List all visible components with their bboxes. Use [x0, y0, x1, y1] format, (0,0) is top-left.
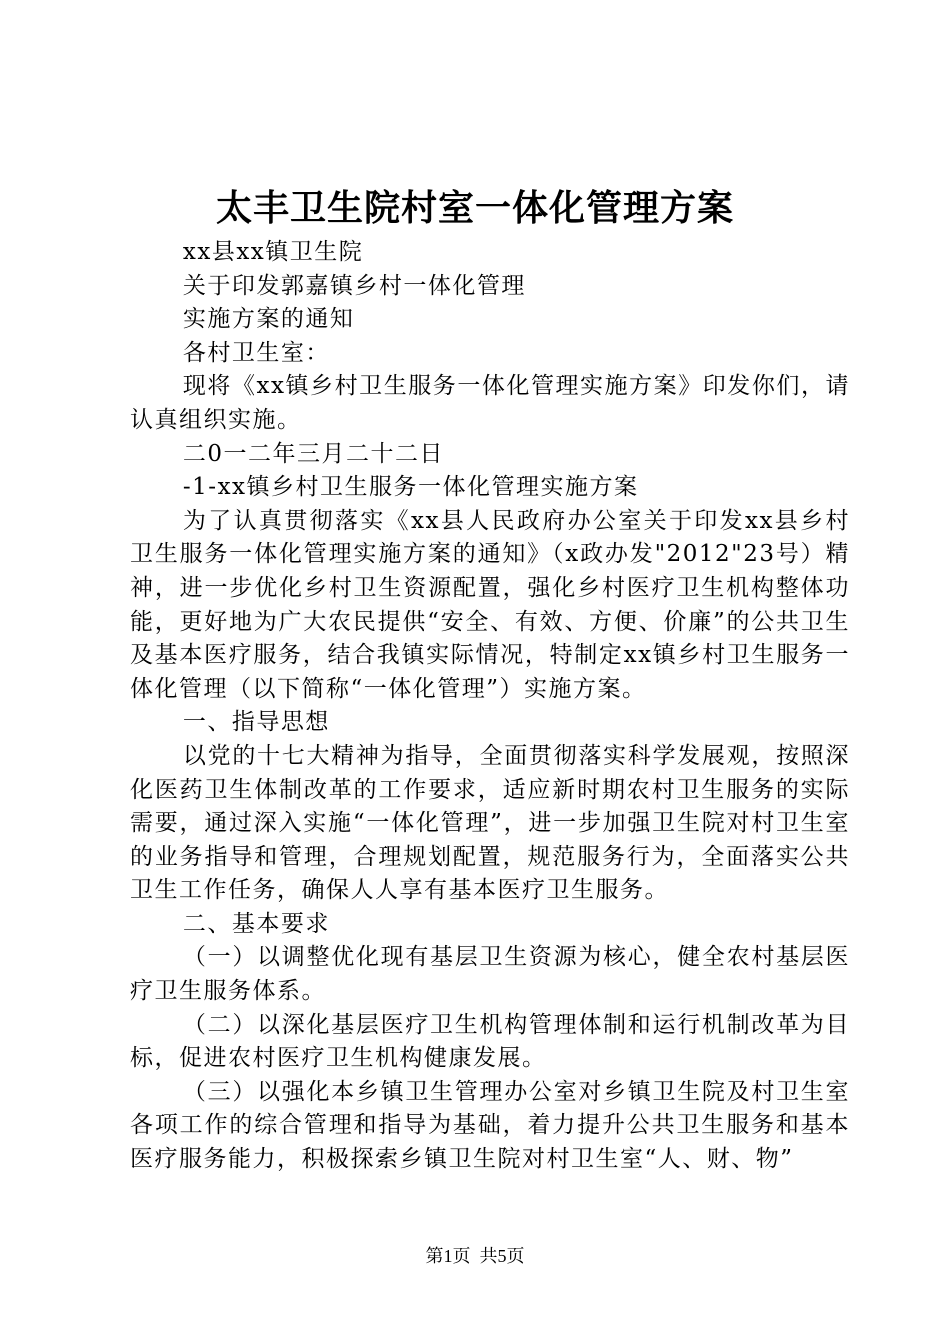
section-heading-2: 二、基本要求 — [182, 910, 330, 937]
notice-title-line-2: 实施方案的通知 — [182, 306, 355, 333]
guiding-ideology-paragraph: 以党的十七大精神为指导，全面贯彻落实科学发展观，按照深化医药卫生体制改革的工作要求，适应新时期农村卫生服务的实际需要，通过深入实施“一体化管理”，进一步加强卫生院对村卫生室的业务指导和管理，合理规划配置，规范服务行为，全面落实公共卫生工作任务，确保人人享有基本医疗卫生服务。 — [130, 742, 850, 904]
page-footer: 第1页 共5页 — [425, 1246, 525, 1266]
document-body — [130, 236, 850, 1177]
addressee-line: 各村卫生室： — [182, 339, 330, 366]
intro-paragraph: 为了认真贯彻落实《xx县人民政府办公室关于印发xx县乡村卫生服务一体化管理实施方案的通知》（x政办发"2012"23号）精神，进一步优化乡村卫生资源配置，强化乡村医疗卫生机构整体功能，更好地为广大农民提供“安全、有效、方便、价廉”的公共卫生及基本医疗服务，结合我镇实际情况，特制定xx镇乡村卫生服务一体化管理（以下简称“一体化管理”）实施方案。 — [130, 507, 850, 702]
requirement-item-3: （三）以强化本乡镇卫生管理办公室对乡镇卫生院及村卫生室各项工作的综合管理和指导为基础，着力提升公共卫生服务和基本医疗服务能力，积极探索乡镇卫生院对村卫生室“人、财、物” — [130, 1078, 850, 1173]
requirement-item-1: （一）以调整优化现有基层卫生资源为核心，健全农村基层医疗卫生服务体系。 — [130, 944, 850, 1005]
issuer-line: xx县xx镇卫生院 — [182, 239, 364, 265]
section-heading-1: 一、指导思想 — [182, 709, 330, 736]
date-line: 二0一二年三月二十二日 — [182, 440, 445, 467]
document-title: 太丰卫生院村室一体化管理方案 — [215, 187, 734, 229]
notice-paragraph: 现将《xx镇乡村卫生服务一体化管理实施方案》印发你们，请认真组织实施。 — [130, 373, 850, 433]
notice-title-line-1: 关于印发郭嘉镇乡村一体化管理 — [182, 272, 526, 299]
requirement-item-2: （二）以深化基层医疗卫生机构管理体制和运行机制改革为目标，促进农村医疗卫生机构健康发展。 — [130, 1011, 850, 1072]
plan-title-line: -1-xx镇乡村卫生服务一体化管理实施方案 — [182, 474, 639, 501]
